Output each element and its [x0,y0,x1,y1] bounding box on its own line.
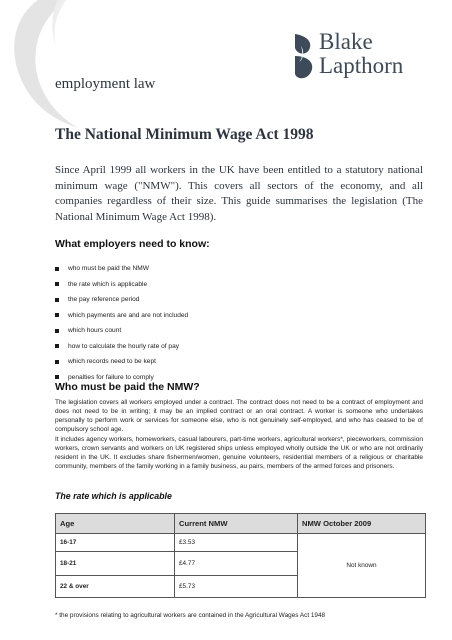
col-header-october: NMW October 2009 [298,514,426,534]
bullet-square-icon [55,360,59,364]
section-label: employment law [55,76,156,92]
logo-line-2: Lapthorn [319,53,404,78]
logo-mark-icon [291,32,317,84]
october-cell: Not known [298,534,426,598]
need-to-know-list [55,261,188,385]
list-item: the rate which is applicable [55,277,188,293]
list-item: penalties for failure to comply [55,370,188,386]
age-cell: 18-21 [56,552,175,576]
list-item: the pay reference period [55,292,188,308]
bullet-square-icon [55,298,59,302]
rate-heading: The rate which is applicable [55,491,172,501]
decorative-swoosh [0,0,110,130]
list-item: which hours count [55,323,188,339]
age-cell: 22 & over [56,576,175,598]
need-to-know-heading: What employers need to know: [55,238,210,250]
document-title: The National Minimum Wage Act 1998 [55,126,314,143]
blake-lapthorn-logo [291,30,421,86]
bullet-square-icon [55,313,59,317]
bullet-square-icon [55,375,59,379]
bullet-square-icon [55,329,59,333]
table-header-row [56,514,426,534]
rate-table [55,513,426,598]
table-row [56,534,426,552]
who-paid-heading: Who must be paid the NMW? [55,381,200,393]
rate-cell: £3.53 [175,534,298,552]
rate-cell: £4.77 [175,552,298,576]
list-item: who must be paid the NMW [55,261,188,277]
list-item: which payments are and are not included [55,308,188,324]
list-item: how to calculate the hourly rate of pay [55,339,188,355]
logo-line-1: Blake [319,29,373,54]
col-header-age: Age [56,514,175,534]
who-paid-paragraph-1: The legislation covers all workers employed under a contract. The contract does not need to be a contract of employment and does not need to be in writing; it may be an implied contract or an oral contract. A worker is someone who undertakes personally to perform work or services for someone else, who is not genuinely self-employed, and who has ceased to be of compulsory school age. [55,399,423,433]
bullet-square-icon [55,282,59,286]
list-item: which records need to be kept [55,354,188,370]
age-cell: 16-17 [56,534,175,552]
bullet-square-icon [55,267,59,271]
intro-paragraph: Since April 1999 all workers in the UK have been entitled to a statutory national minimum wage ("NMW"). This covers all sectors of the economy, and all companies regardless of their size. This guide summarises the legislation (The National Minimum Wage Act 1998). [55,164,423,223]
col-header-current: Current NMW [175,514,298,534]
footnote: * the provisions relating to agricultural workers are contained in the Agricultural Wages Act 1948 [55,612,326,619]
rate-cell: £5.73 [175,576,298,598]
who-paid-paragraph-2: It includes agency workers, homeworkers, casual labourers, part-time workers, agricultural workers*, pieceworkers, commission workers, crown servants and workers on UK registered ships unless employed wholly outside the UK or who are not ordinarily resident in the UK. It excludes share fishermen/women, genuine volunteers, residential members of a religious or charitable community, members of the family working in a family business, au pairs, members of the armed forces and prisoners. [55,436,423,470]
bullet-square-icon [55,344,59,348]
